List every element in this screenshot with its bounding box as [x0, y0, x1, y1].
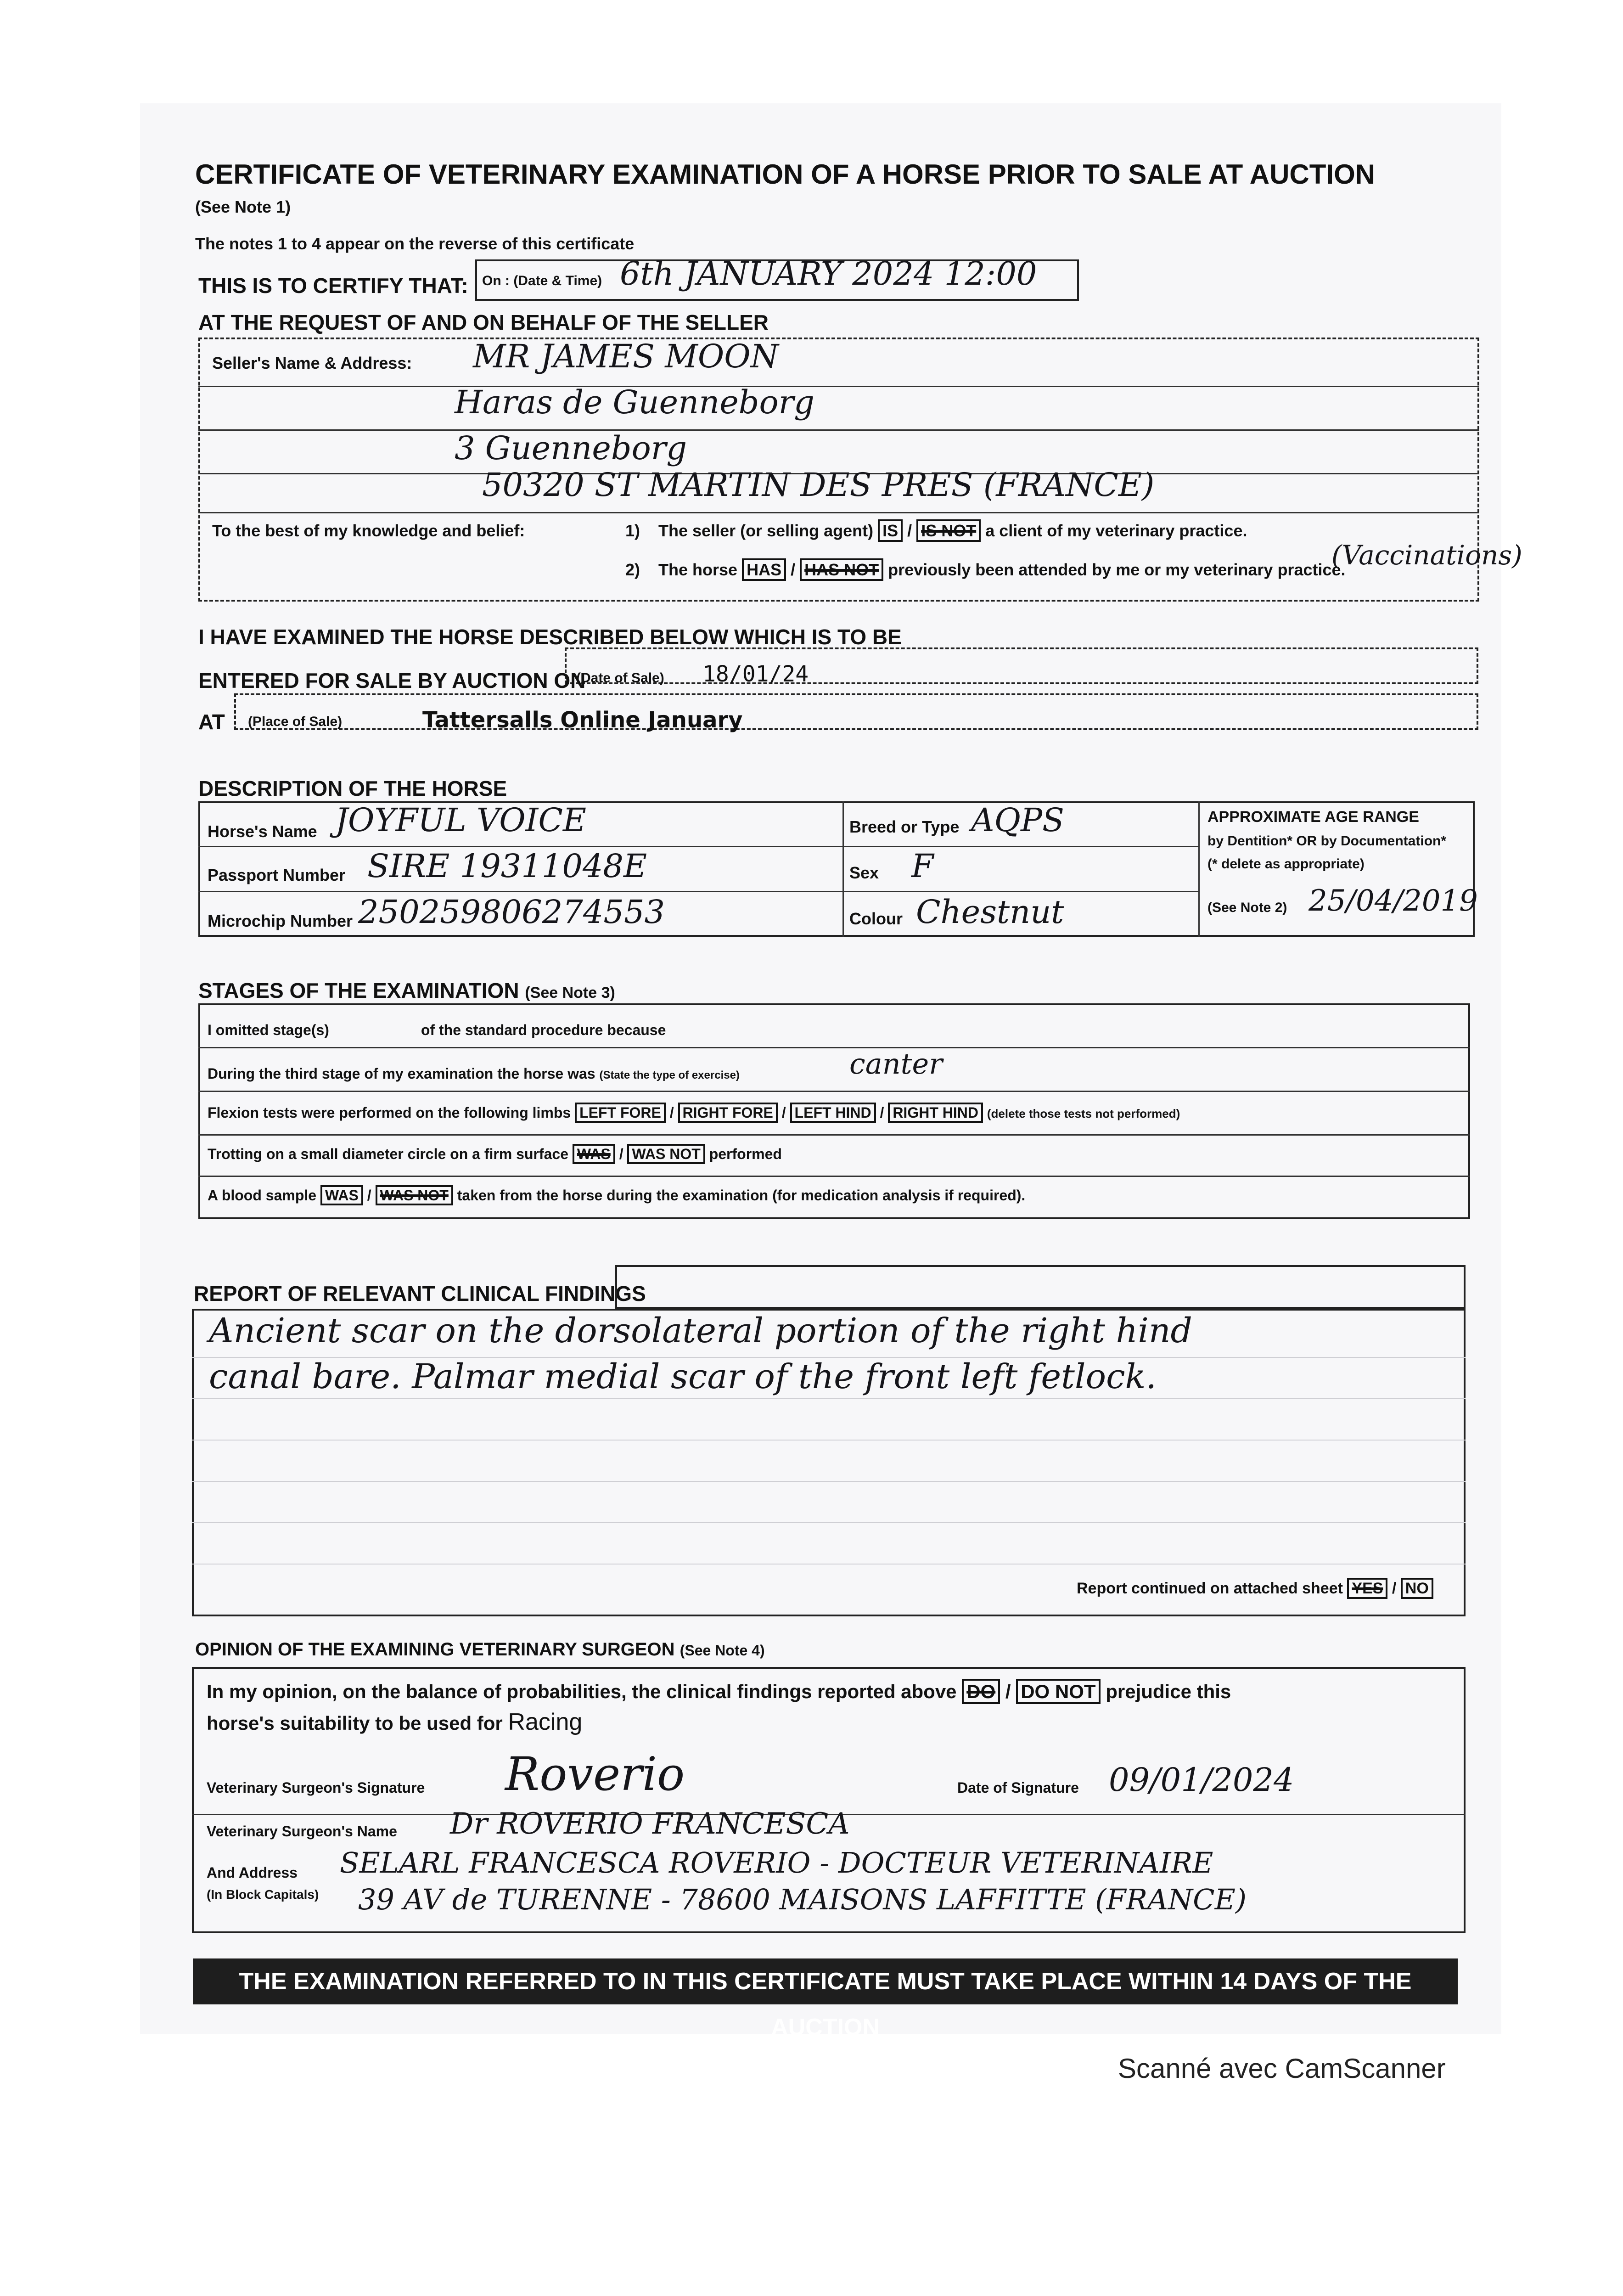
sex-label: Sex	[849, 863, 879, 882]
has-box: HAS	[742, 558, 786, 581]
third-stage-value: canter	[849, 1047, 943, 1080]
entered-label: ENTERED FOR SALE BY AUCTION ON	[198, 669, 586, 692]
microchip-label: Microchip Number	[208, 912, 353, 930]
flex-right-fore: RIGHT FORE	[678, 1103, 778, 1123]
trot-row: Trotting on a small diameter circle on a firm surface WAS / WAS NOT performed	[208, 1146, 782, 1163]
item1: 1) The seller (or selling agent) IS / IS NOT a client of my veterinary practice.	[625, 521, 1247, 540]
vet-name-value: Dr ROVERIO FRANCESCA	[450, 1807, 850, 1841]
vet-name-label: Veterinary Surgeon's Name	[207, 1823, 397, 1840]
trot-was-box: WAS	[573, 1144, 615, 1164]
vaccinations-note: (Vaccinations)	[1331, 540, 1522, 571]
flex-right-hind: RIGHT HIND	[888, 1103, 983, 1123]
blood-row: A blood sample WAS / WAS NOT taken from the horse during the examination (for medication analysis if required).	[208, 1187, 1025, 1204]
request-line: AT THE REQUEST OF AND ON BEHALF OF THE SELLER	[198, 310, 769, 334]
age-by: by Dentition* OR by Documentation*	[1207, 833, 1447, 849]
flex-left-fore: LEFT FORE	[575, 1103, 666, 1123]
sale-place-label: (Place of Sale)	[248, 714, 343, 729]
opinion-line-1: In my opinion, on the balance of probabilities, the clinical findings reported above DO / DO NOT prejudice this	[207, 1681, 1231, 1703]
trot-was-not-box: WAS NOT	[627, 1144, 705, 1164]
age-value: 25/04/2019	[1309, 884, 1478, 918]
camscanner-mark: Scanné avec CamScanner	[1118, 2053, 1446, 2084]
report-title: REPORT OF RELEVANT CLINICAL FINDINGS	[194, 1282, 646, 1306]
passport-label: Passport Number	[208, 866, 346, 884]
is-not-box: IS NOT	[916, 519, 981, 542]
exam-date-value: 6th JANUARY 2024 12:00	[620, 255, 1037, 293]
at-label: AT	[198, 710, 225, 734]
notes-line: The notes 1 to 4 appear on the reverse of this certificate	[195, 234, 635, 253]
sale-place-value: Tattersalls Online January	[422, 707, 743, 733]
item2: 2) The horse HAS / HAS NOT previously been attended by me or my veterinary practice.	[625, 560, 1346, 580]
horse-section-title: DESCRIPTION OF THE HORSE	[198, 777, 507, 800]
signature-label: Veterinary Surgeon's Signature	[207, 1779, 425, 1796]
breed-label: Breed or Type	[849, 817, 960, 836]
age-delete: (* delete as appropriate)	[1207, 856, 1365, 872]
age-title: APPROXIMATE AGE RANGE	[1207, 808, 1419, 826]
microchip-value: 250259806274553	[358, 893, 665, 931]
report-line-1: Ancient scar on the dorsolateral portion of the right hind	[209, 1311, 1192, 1351]
blood-was-not-box: WAS NOT	[376, 1185, 453, 1205]
sale-place-box	[234, 693, 1478, 730]
horse-name-value: JOYFUL VOICE	[335, 801, 586, 839]
address-line-1: SELARL FRANCESCA ROVERIO - DOCTEUR VETERINAIRE	[340, 1846, 1213, 1880]
seller-label: Seller's Name & Address:	[212, 354, 412, 372]
sale-date-label: (Date of Sale)	[576, 670, 664, 686]
colour-value: Chestnut	[916, 893, 1064, 931]
passport-value: SIRE 19311048E	[367, 847, 647, 885]
address-caps-label: (In Block Capitals)	[207, 1887, 319, 1902]
report-line-2: canal bare. Palmar medial scar of the front left fetlock.	[209, 1357, 1157, 1396]
sex-value: F	[911, 847, 934, 885]
opinion-title: OPINION OF THE EXAMINING VETERINARY SURGEON (See Note 4)	[195, 1639, 765, 1660]
certificate-title: CERTIFICATE OF VETERINARY EXAMINATION OF A HORSE PRIOR TO SALE AT AUCTION	[195, 159, 1376, 190]
opinion-do-box: DO	[962, 1679, 1000, 1704]
deadline-banner: THE EXAMINATION REFERRED TO IN THIS CERTIFICATE MUST TAKE PLACE WITHIN 14 DAYS OF THE AUCTION	[193, 1958, 1458, 2004]
see-note-1: (See Note 1)	[195, 197, 291, 216]
third-stage-row: During the third stage of my examination the horse was (State the type of exercise)	[208, 1065, 740, 1082]
signature: Roverio	[505, 1747, 685, 1801]
continued-yes-box: YES	[1347, 1578, 1387, 1599]
age-note: (See Note 2)	[1207, 900, 1287, 915]
sale-date-value: 18/01/24	[702, 661, 809, 687]
address-label: And Address	[207, 1864, 298, 1881]
has-not-box: HAS NOT	[800, 558, 883, 581]
colour-label: Colour	[849, 909, 903, 928]
sale-date-box	[565, 647, 1478, 684]
address-line-2: 39 AV de TURENNE - 78600 MAISONS LAFFITTE (FRANCE)	[358, 1883, 1247, 1916]
breed-value: AQPS	[971, 801, 1064, 839]
on-label: On : (Date & Time)	[482, 273, 602, 288]
seller-line-1: MR JAMES MOON	[473, 338, 779, 375]
date-signature-label: Date of Signature	[957, 1779, 1079, 1796]
horse-name-label: Horse's Name	[208, 822, 317, 841]
report-box	[192, 1309, 1466, 1616]
opinion-line-2: horse's suitability to be used for Racing	[207, 1709, 583, 1735]
stages-title: STAGES OF THE EXAMINATION (See Note 3)	[198, 979, 615, 1002]
flexion-row: Flexion tests were performed on the following limbs LEFT FORE / RIGHT FORE / LEFT HIND / RIGHT HIND (delete those tests not performed)	[208, 1104, 1180, 1121]
continued-no-box: NO	[1401, 1578, 1433, 1599]
omitted-row: I omitted stage(s) of the standard procedure because	[208, 1022, 666, 1038]
seller-line-2: Haras de Guenneborg	[455, 383, 814, 421]
certify-label: THIS IS TO CERTIFY THAT:	[198, 274, 468, 298]
seller-line-4: 50320 ST MARTIN DES PRES (FRANCE)	[482, 466, 1155, 504]
examined-line: I HAVE EXAMINED THE HORSE DESCRIBED BELOW WHICH IS TO BE	[198, 625, 902, 649]
is-box: IS	[878, 519, 903, 542]
seller-line-3: 3 Guenneborg	[455, 429, 687, 467]
date-signature-value: 09/01/2024	[1109, 1761, 1294, 1799]
opinion-do-not-box: DO NOT	[1016, 1679, 1100, 1704]
report-continued: Report continued on attached sheet YES / NO	[1077, 1580, 1433, 1598]
report-title-box	[615, 1265, 1466, 1309]
blood-was-box: WAS	[320, 1185, 363, 1205]
flex-left-hind: LEFT HIND	[790, 1103, 876, 1123]
knowledge-label: To the best of my knowledge and belief:	[212, 521, 525, 540]
